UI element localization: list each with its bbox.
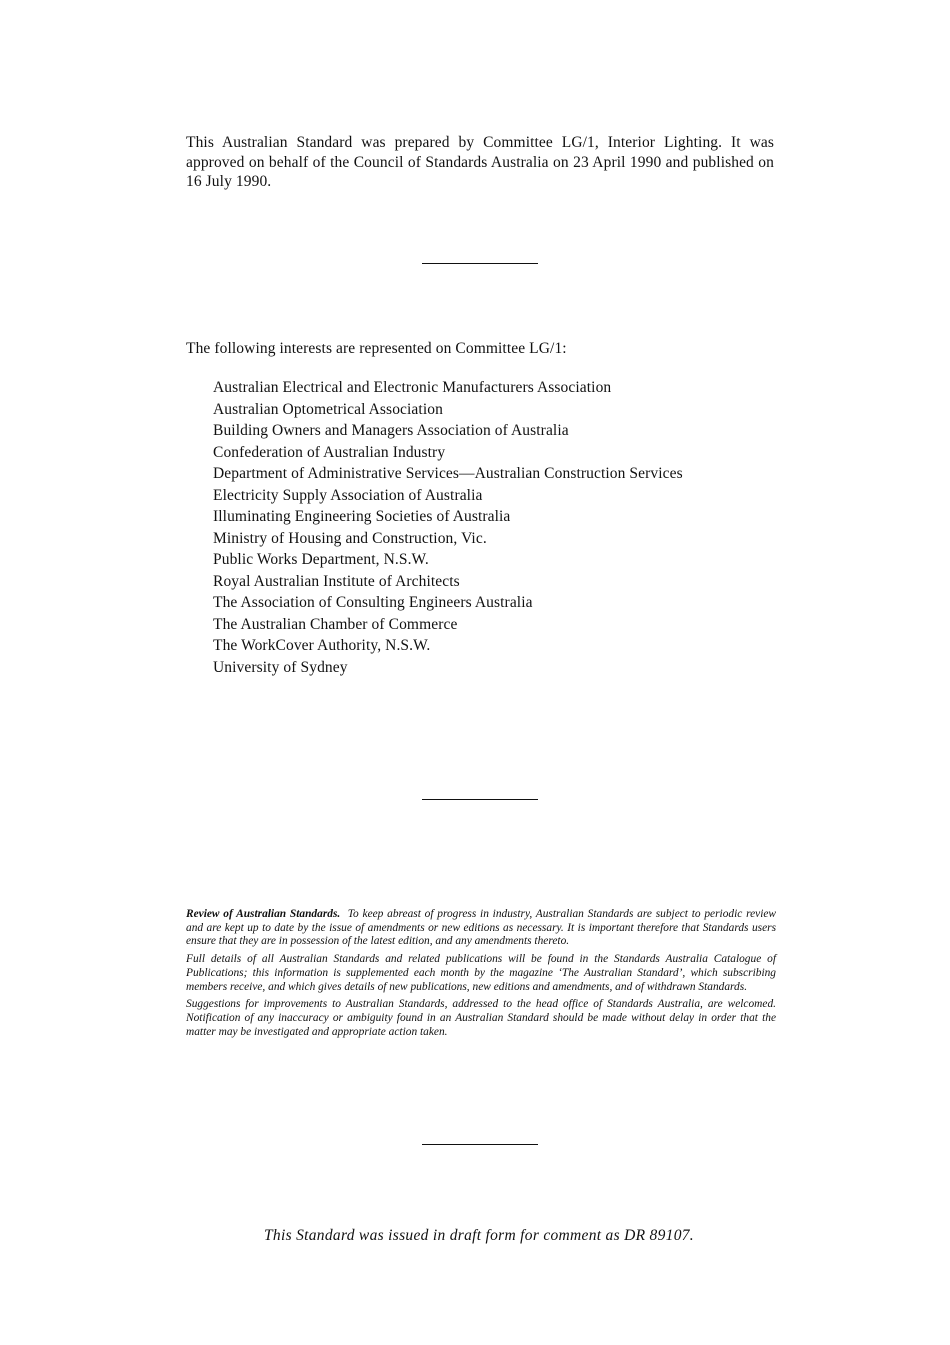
interests-intro: The following interests are represented on Committee LG/1: — [186, 340, 567, 357]
list-item: Electricity Supply Association of Australia — [213, 486, 483, 504]
list-item: The WorkCover Authority, N.S.W. — [213, 637, 431, 654]
catalogue-paragraph: Full details of all Australian Standards and related publications will be found in the Standards Australia Catalogue of Publications; this information is supplemented each month by the magazine ‘The Australian Standard’, which subscribing members receive, and which gives details of new publications, new editions and amendments, and of withdrawn Standards. — [186, 953, 776, 993]
section-divider — [422, 1144, 538, 1145]
list-item: Building Owners and Managers Association of Australia — [213, 422, 569, 439]
draft-note: This Standard was issued in draft form for comment as DR 89107. — [264, 1227, 694, 1244]
list-item: The Australian Chamber of Commerce — [213, 615, 458, 633]
list-item: Confederation of Australian Industry — [213, 443, 446, 461]
list-item: Royal Australian Institute of Architects — [213, 572, 460, 590]
section-divider — [422, 799, 538, 800]
list-item: Australian Optometrical Association — [213, 400, 443, 418]
list-item: Department of Administrative Services—Australian Construction Services — [213, 465, 683, 482]
list-item: Ministry of Housing and Construction, Vic. — [213, 529, 487, 547]
list-item: Illuminating Engineering Societies of Australia — [213, 508, 511, 525]
suggestions-paragraph: Suggestions for improvements to Australian Standards, addressed to the head office of Standards Australia, are welcomed. Notification of any inaccuracy or ambiguity found in an Australian Standard should be made without delay in order that the matter may be investigated and appropriate action taken. — [186, 998, 776, 1038]
list-item: University of Sydney — [213, 658, 348, 676]
review-heading: Review of Australian Standards. — [186, 908, 341, 920]
review-notice — [186, 908, 776, 1043]
list-item: The Association of Consulting Engineers Australia — [213, 594, 533, 611]
preparation-statement: This Australian Standard was prepared by Committee LG/1, Interior Lighting. It was approved on behalf of the Council of Standards Australia on 23 April 1990 and published on 16 July 1990. — [186, 134, 774, 190]
list-item: Australian Electrical and Electronic Manufacturers Association — [213, 379, 612, 396]
list-item: Public Works Department, N.S.W. — [213, 551, 429, 568]
review-text: To keep abreast of progress in industry, Australian Standards are subject to periodic review and are kept up to date by the issue of amendments or new editions as necessary. It is important therefore that Standards users ensure that they are in possession of the latest edition, and any amendments thereto. — [186, 908, 777, 948]
committee-members-list — [213, 377, 683, 678]
section-divider — [422, 263, 538, 264]
review-paragraph — [186, 908, 776, 949]
